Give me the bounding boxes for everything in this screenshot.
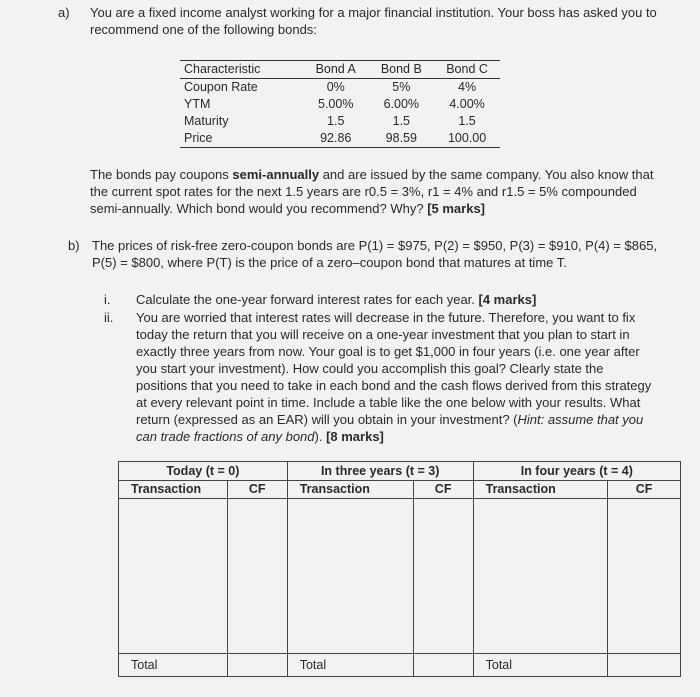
empty-cell <box>413 654 473 677</box>
bond-value-cell: 0% <box>326 80 345 94</box>
bond-value-cell: 100.00 <box>434 130 500 148</box>
sub-ii-text: You are worried that interest rates will decrease in the future. Therefore, you want to fix today the return that you will receive on a one-year investment that you plan to start in exactly three years from now. Your goal is to get $1,000 in four years (i.e. one year after you start your investment). How could you accomplish this goal? Clearly state the positions that you need to take in each bond and the cash flows derived from this strategy at every relevant point in time. Include a table like the one below with your results. What return (expressed as an EAR) will you obtain in your investment? ( <box>136 310 652 427</box>
bond-table <box>180 60 500 148</box>
part-a-para-bold: semi-annually <box>232 167 320 182</box>
empty-cell <box>608 499 681 654</box>
period-today-header: Today (t = 0) <box>119 462 288 481</box>
part-a-para-2: and are issued by the same company. You also know that the current spot rates for the next 1.5 years are r0.5 = 3%, r1 = 4% and r1.5 = 5% compounded semi-annually. Which bond would you recommend? Why? <box>90 167 654 216</box>
cf-header: CF <box>227 480 287 499</box>
total-label: Total <box>473 654 607 677</box>
bond-value-cell: 5.00% <box>318 97 354 111</box>
bond-table-row <box>180 79 500 97</box>
part-a-paragraph <box>90 166 660 217</box>
bond-table-header: Bond B <box>368 61 434 79</box>
transaction-header: Transaction <box>119 480 228 499</box>
bond-value-cell: 1.5 <box>392 114 411 128</box>
total-label: Total <box>119 654 228 677</box>
bond-value-cell: 1.5 <box>458 114 476 128</box>
empty-cell <box>227 499 287 654</box>
bond-table-row <box>180 130 500 148</box>
empty-cell <box>119 499 228 654</box>
bond-characteristic-cell: Price <box>180 130 303 148</box>
period-three-years-header: In three years (t = 3) <box>287 462 473 481</box>
sub-ii-end: ). <box>314 429 327 444</box>
part-a-label: a) <box>58 5 70 20</box>
sub-i-marks: [4 marks] <box>478 292 537 307</box>
part-b-intro: The prices of risk-free zero-coupon bonds are P(1) = $975, P(2) = $950, P(3) = $910, P(4) = $865, P(5) = $800, where P(T) is the price of a zero–coupon bond that matures at time T. <box>92 238 658 270</box>
bond-value-cell: 4% <box>458 80 477 94</box>
bond-characteristic-cell: YTM <box>184 97 211 111</box>
sub-ii-hint: Hint: assume that you can trade fractions of any bond <box>136 412 644 444</box>
empty-cell <box>473 499 607 654</box>
transaction-header: Transaction <box>473 480 607 499</box>
period-four-years-header: In four years (t = 4) <box>473 462 680 481</box>
bond-characteristic-cell: Maturity <box>184 114 229 128</box>
bond-value-cell: 4.00% <box>449 97 485 111</box>
part-a-marks: [5 marks] <box>427 201 486 216</box>
bond-table-header: Bond C <box>434 61 500 79</box>
empty-cell <box>227 654 287 677</box>
total-label: Total <box>287 654 413 677</box>
sub-i-question <box>136 291 656 308</box>
cash-flow-table <box>118 461 681 677</box>
transaction-header: Transaction <box>287 480 413 499</box>
sub-ii-marks: [8 marks] <box>326 429 384 444</box>
part-a-para-1: The bonds pay coupons <box>90 167 233 182</box>
empty-cell <box>287 499 413 654</box>
bond-value-cell: 98.59 <box>368 130 434 148</box>
bond-table-header: Characteristic <box>180 61 303 79</box>
bond-table-header: Bond A <box>303 61 369 79</box>
sub-i-text: Calculate the one-year forward interest rates for each year. <box>136 292 479 307</box>
sub-ii-question <box>136 309 656 445</box>
sub-i-number: i. <box>104 292 111 307</box>
empty-cell <box>413 499 473 654</box>
bond-value-cell: 5% <box>392 80 411 94</box>
part-a-intro: You are a fixed income analyst working for a major financial institution. Your boss has asked you to recommend one of the following bonds: <box>90 5 657 37</box>
bond-table-row <box>180 96 500 113</box>
cf-header: CF <box>608 480 681 499</box>
bond-value-cell: 92.86 <box>303 130 369 148</box>
bond-value-cell: 1.5 <box>327 114 345 128</box>
bond-value-cell: 6.00% <box>383 97 420 111</box>
cf-header: CF <box>413 480 473 499</box>
empty-cell <box>608 654 681 677</box>
bond-table-row <box>180 113 500 130</box>
sub-ii-number: ii. <box>104 310 114 325</box>
bond-characteristic-cell: Coupon Rate <box>184 80 258 94</box>
part-b-label: b) <box>68 238 80 253</box>
